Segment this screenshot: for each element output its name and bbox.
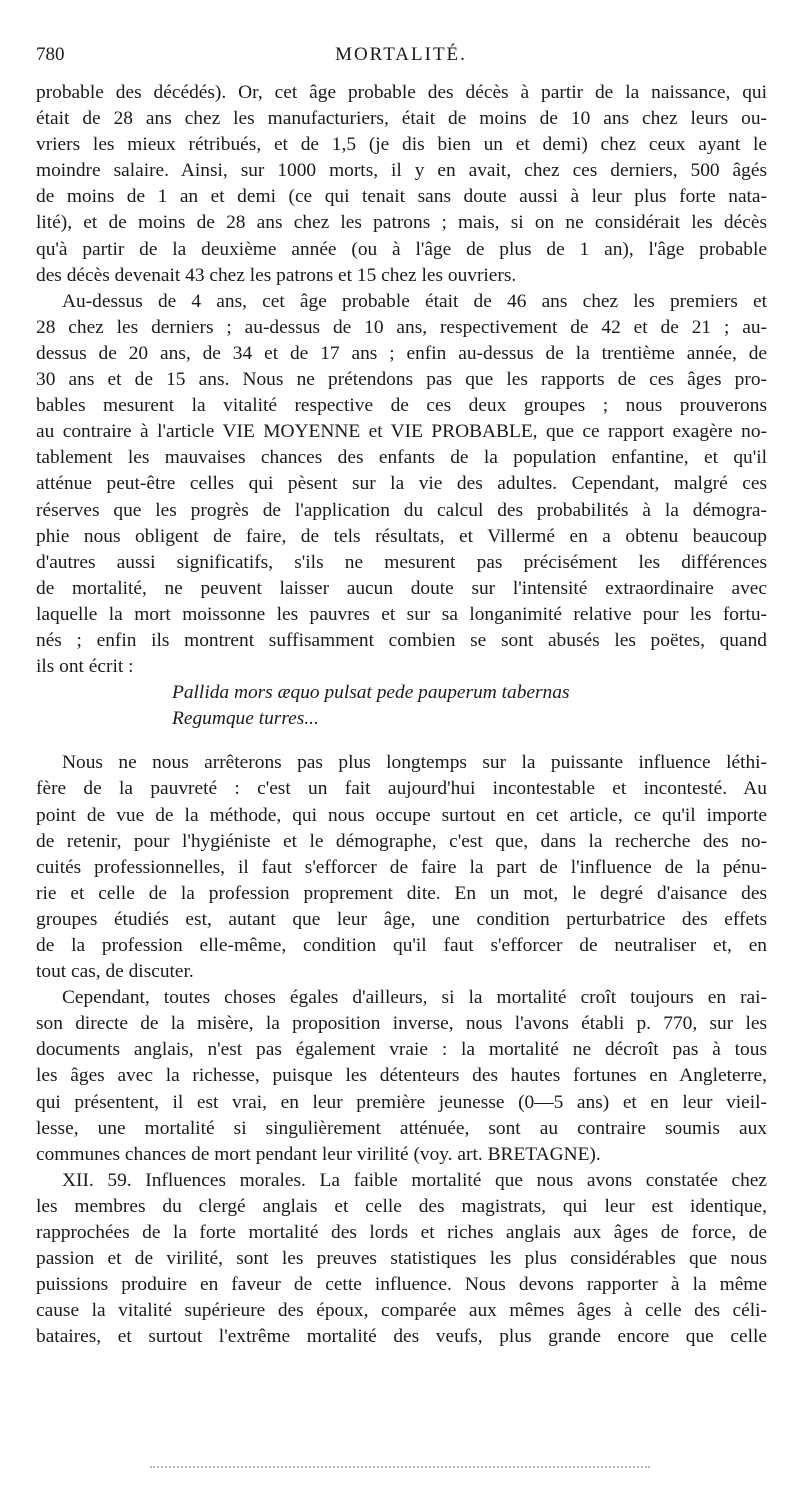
text-line: était de 28 ans chez les manufacturiers, était de moins de 10 ans chez leurs ou- — [36, 108, 767, 130]
text-line: phie nous obligent de faire, de tels résultats, et Villermé en a obtenu beaucoup — [36, 525, 767, 547]
text-line: les membres du clergé anglais et celle des magistrats, qui leur est identique, — [36, 1195, 767, 1217]
latin-quote-line: Pallida mors æquo pulsat pede pauperum tabernas — [172, 682, 570, 704]
latin-quote-line: Regumque turres... — [172, 708, 319, 730]
text-line: laquelle la mort moissonne les pauvres et sur sa longanimité relative pour les fortu- — [36, 603, 767, 625]
text-line: de moins de 1 an et demi (ce qui tenait sans doute aussi à leur plus forte nata- — [36, 186, 767, 208]
text-line: qui présentent, il est vrai, en leur première jeunesse (0—5 ans) et en leur vieil- — [36, 1091, 767, 1113]
text-line: XII. 59. Influences morales. La faible mortalité que nous avons constatée chez — [62, 1169, 767, 1191]
text-line: moindre salaire. Ainsi, sur 1000 morts, il y en avait, chez ces derniers, 500 âgés — [36, 160, 767, 182]
text-line: réserves que les progrès de l'application du calcul des probabilités à la démogra- — [36, 499, 767, 521]
text-line: rie et celle de la profession proprement dite. En un mot, le degré d'aisance des — [36, 882, 767, 904]
text-line: probable des décédés). Or, cet âge probable des décès à partir de la naissance, qui — [36, 82, 767, 103]
text-line: de la profession elle-même, condition qu'il faut s'efforcer de neutraliser et, en — [36, 935, 767, 956]
text-line: puissions produire en faveur de cette influence. Nous devons rapporter à la même — [36, 1274, 767, 1296]
text-line: des décès devenait 43 chez les patrons et 15 chez les ouvriers. — [36, 264, 517, 286]
page-number: 780 — [36, 44, 65, 65]
text-line: Au-dessus de 4 ans, cet âge probable était de 46 ans chez les premiers et — [62, 290, 767, 312]
text-line: 30 ans et de 15 ans. Nous ne prétendons pas que les rapports de ces âges pro- — [36, 369, 767, 391]
body-text — [36, 80, 767, 1351]
text-line: ils ont écrit : — [36, 656, 134, 678]
text-line: bables mesurent la vitalité respective de ces deux groupes ; nous prouverons — [36, 395, 767, 417]
page-header — [36, 44, 766, 74]
text-line: de retenir, pour l'hygiéniste et le démographe, c'est que, dans la recherche des no- — [36, 830, 767, 852]
text-line: nés ; enfin ils montrent suffisamment combien se sont abusés les poëtes, quand — [36, 629, 767, 651]
text-line: d'autres aussi significatifs, s'ils ne mesurent pas précisément les différences — [36, 551, 767, 573]
text-line: son directe de la misère, la proposition inverse, nous l'avons établi p. 770, sur les — [36, 1013, 767, 1035]
text-line: lité), et de moins de 28 ans chez les patrons ; mais, si on ne considérait les décès — [36, 212, 767, 234]
text-line: fère de la pauvreté : c'est un fait aujourd'hui incontestable et incontesté. Au — [36, 778, 767, 800]
text-line: de mortalité, ne peuvent laisser aucun doute sur l'intensité extraordinaire avec — [36, 577, 767, 599]
text-line: bataires, et surtout l'extrême mortalité des veufs, plus grande encore que celle — [36, 1326, 767, 1348]
text-line: les âges avec la richesse, puisque les détenteurs des hautes fortunes en Angleterre, — [36, 1065, 767, 1087]
text-line: rapprochées de la forte mortalité des lords et riches anglais aux âges de force, de — [36, 1222, 767, 1244]
text-line: passion et de virilité, sont les preuves statistiques les plus considérables que nous — [36, 1248, 767, 1270]
text-line: Nous ne nous arrêterons pas plus longtemps sur la puissante influence léthi- — [62, 752, 767, 774]
text-line: documents anglais, n'est pas également vraie : la mortalité ne décroît pas à tous — [36, 1039, 767, 1061]
text-line: vriers les mieux rétribués, et de 1,5 (je dis bien un et demi) chez ceux ayant le — [36, 134, 767, 156]
text-line: groupes étudiés est, autant que leur âge, une condition perturbatrice des effets — [36, 908, 767, 930]
text-line: Cependant, toutes choses égales d'ailleurs, si la mortalité croît toujours en rai- — [62, 987, 767, 1009]
text-line: au contraire à l'article VIE MOYENNE et VIE PROBABLE, que ce rapport exagère no- — [36, 421, 767, 443]
text-line: lesse, une mortalité si singulièrement atténuée, sont au contraire soumis aux — [36, 1117, 767, 1139]
text-line: tablement les mauvaises chances des enfants de la population enfantine, et qu'il — [36, 447, 767, 469]
text-line: point de vue de la méthode, qui nous occupe surtout en cet article, ce qu'il importe — [36, 804, 767, 826]
paragraph-gap — [36, 732, 767, 750]
text-line: cause la vitalité supérieure des époux, comparée aux mêmes âges à celle des céli- — [36, 1300, 767, 1322]
text-line: tout cas, de discuter. — [36, 961, 194, 983]
text-line: communes chances de mort pendant leur virilité (voy. art. BRETAGNE). — [36, 1143, 601, 1165]
page-bottom-rule — [150, 1466, 650, 1472]
text-line: atténue peut-être celles qui pèsent sur la vie des adultes. Cependant, malgré ces — [36, 473, 767, 495]
running-title: MORTALITÉ. — [335, 44, 467, 65]
text-line: 28 chez les derniers ; au-dessus de 10 ans, respectivement de 42 et de 21 ; au- — [36, 316, 767, 338]
text-line: dessus de 20 ans, de 34 et de 17 ans ; enfin au-dessus de la trentième année, de — [36, 342, 767, 364]
text-line: qu'à partir de la deuxième année (ou à l'âge de plus de 1 an), l'âge probable — [36, 238, 767, 260]
text-line: cuités professionnelles, il faut s'efforcer de faire la part de l'influence de la pénu- — [36, 856, 767, 878]
